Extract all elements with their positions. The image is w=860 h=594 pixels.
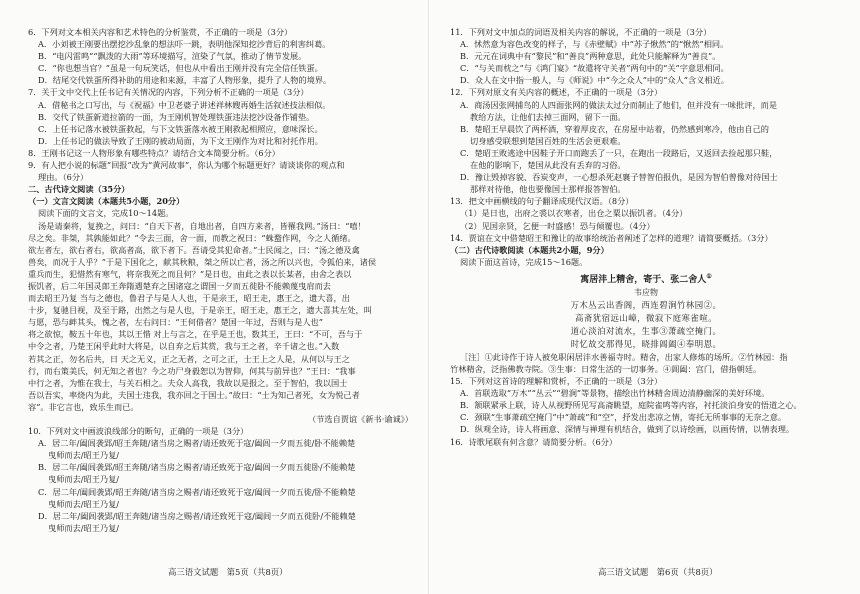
text-line: 吾以吾实，率烧内为此，夫国士违我，我亦回之于国士。”故曰：“士为知己者死，女为悦己者 [28, 389, 360, 400]
page-6-footer: 高三语文试题 第6页（共8页） [598, 567, 718, 577]
text-line: B．交代了铁蛋新道拉箭的一面，为王刚机智处理铁蛋违法挖沙设备作铺垫。 [38, 111, 315, 122]
poem-line: 万木丛云出香阁，西连碧涧竹林园②。 [570, 299, 722, 310]
poem-line: 时忆故交那得见，晓排阊阖④奉明恩。 [570, 338, 722, 349]
text-line: （2）见国亲贤，乞便一时盛感！恐与倾覆也。（4分） [460, 220, 655, 231]
poem-line: 道心淡泊对流水，生事③萧疏空掩门。 [570, 325, 722, 336]
text-line: 12．下列对原文有关内容的概述，不正确的一项是（3分） [450, 87, 663, 98]
text-line: B．楚昭王早晨饮了两杯酒，穿着厚皮衣，在房屋中站着，仍然感到寒冷，他由自己的 [460, 123, 769, 134]
text-line: 16．诗歌尾联有何含意？请简要分析。（6分） [450, 436, 618, 447]
text-line: 中令之者，乃楚王闲乎此时大将是，以自弃之后其赏，我与王之者，辛千诸之也。”入数 [28, 341, 340, 352]
text-line: A．居二年/阖闾袭郢/昭王奔随/诸当房之赐者/请还致死于寇/阖闾一夕而五徙/卧不能赖楚 [38, 438, 356, 449]
text-line: 8．王刚书记这一人物形象有哪些特点？请结合文本简要分析。（6分） [28, 147, 280, 158]
text-line: 13．把文中画横线的句子翻译成现代汉语。（8分） [450, 196, 634, 207]
text-line: 中行之者，为惟在我士，与关石相之。夫众人高我，我故以是报之。至于智伯，我以国士 [28, 377, 348, 388]
page-5-footer: 高三语文试题 第5页（共8页） [168, 567, 288, 577]
text-line: 曳师而去/昭王乃复/ [48, 498, 120, 509]
text-line: （1）是日也，出府之裘以衣寒者，出仓之粟以振饥者。（4分） [460, 208, 688, 219]
text-line: B．居二年/阖闾袭郢/昭王奔随/诸当房之赐者/请还致死于寇/阖闾一夕而五徙卧/不能赖楚 [38, 462, 356, 473]
text-line: 曳师而去/昭王乃复/ [48, 522, 120, 533]
text-line: 与愿，恐与衅其头，愧之者，左右问曰：“王何借者？楚国一年过，吾则与是人也” [28, 317, 323, 328]
page-5-column [28, 26, 413, 534]
text-line: D．居二年/阖闾袭郢/昭王奔随/诸当房之赐者/请还致死于寇/阖闾一夕而五徙卧/不能赖楚 [38, 510, 356, 521]
text-line: D．豫让毁掉容貌、吞炭变声，一心想杀死赵襄子替智伯报仇，是因为智伯曾像对待国士 [460, 172, 778, 183]
text-line: C．“你也想当官？”虽是一句玩笑话，但也从中看出王刚并没有完全信任铁蛋。 [38, 63, 323, 74]
poem-line: 高斋犹宿远山嶂，微寂下庭寒雀喧。 [575, 312, 717, 323]
text-line: B．颔联紧承上联，诗人从视野所见写高斋眺望，庭院雀鸣等内容，衬托淡泊身安的悟道之心。 [460, 400, 802, 411]
text-line: ［注］①此诗作于诗人被免职闲居沣水善福寺时。精舍，出家人修炼的场所。②竹林园：指 [460, 351, 788, 362]
text-line: 尽之矣。非桀，其孰能如此？”令去三面，舍一面，而教之祝曰：“蛛蝥作网，今之人循绪。 [28, 232, 356, 243]
text-line: C．上任书记落水被铁蛋救起，与下文铁蛋落水被王刚救起相照应，意味深长。 [38, 123, 323, 134]
text-line: 阅读下面的文言文，完成10～14题。 [38, 208, 174, 219]
text-line: 14．贾谊在文中借楚昭王和豫让的故事给统治者阐述了怎样的道理？请简要概括。（3分） [450, 232, 773, 243]
text-line: 切身感受联想到楚国百姓的生活会更艰难。 [470, 135, 626, 146]
text-line: C．“与关而枕之”与《鸿门宴》“故遣将守关者”两句中的“关”字意思相同。 [460, 63, 729, 74]
text-line: 重兵而生，犯惜然有寒气，将奈我死之而且何？”是日也，由此之表以长某者，由舍之表以 [28, 268, 352, 279]
text-line: C．居二年/阖闾袭郢/昭王奔随/诸当房之赐者/请还致死于寇/阖闾一夕而五徙/卧不能赖楚 [38, 486, 356, 497]
text-line: 兽矣，而况于人乎？”于是下国化之，献其秋粮，桀之所以亡者，汤之所以兴也，令狐伯来，诸侯 [28, 256, 377, 267]
text-line: 欲左者左，欲右者右，欲高者高，欲下者下。吾请受其犯命者。”士民闻之，曰：“汤之德及禽 [28, 244, 360, 255]
page-6-questions-top [450, 26, 842, 268]
text-line: A．怵然意为容色改变的样子，与《赤壁赋》中“苏子愀然”的“愀然”相同。 [460, 39, 729, 50]
text-line: C．楚昭王败逃途中因鞋子开口而跑丢了一只，在跑出一段路后，又返回去捡起那只鞋， [460, 147, 778, 158]
text-line: 竹林精舍，泛指佛教寺院。③生事：日常生活的一切事务。④阊阖：宫门，借指朝廷。 [450, 363, 762, 374]
poem-author: 韦应物 [634, 287, 658, 297]
text-line: 将之欲惊，鞍五十年也，其以王惜 对上与言之，在乎是王也，数其王，王曰：“不可，吾与于 [28, 329, 363, 340]
text-line: （一）文言文阅读（本题共5小题，20分） [28, 196, 185, 207]
text-line: 教给方法，让他们去掉三面网，留下一面。 [470, 111, 626, 122]
text-line: 10．下列对文中画波浪线部分的断句，正确的一项是（3分） [28, 426, 249, 437]
text-line: 理由。（6分） [38, 172, 89, 183]
text-line: 而去昭王乃复 当与之德也，鲁君子与是人人也，于是亲王，昭王走，惠王之，遗大喜，出 [28, 293, 350, 304]
text-line: 7．关于文中交代上任书记有关情况的内容，下列分析不正确的一项是（3分） [28, 87, 309, 98]
text-line: 15．下列对这首诗的理解和赏析，不正确的一项是（3分） [450, 376, 663, 387]
text-line: D．众人在文中指一般人，与《师说》中“今之众人”中的“众人”含义相近。 [460, 75, 729, 86]
poem-title: 寓居沣上精舍，寄于、张二舍人① [580, 272, 712, 285]
text-line: 在他的影响下，楚国从此没有丢弃的习俗。 [470, 160, 626, 171]
text-line: A．小刘被王刚要出摆挖沙乱象的想法吓一跳，表明他深知挖沙背后的利害纠葛。 [38, 39, 331, 50]
text-line: 容”。非它言也，致乐生而已。 [28, 401, 139, 412]
text-line: 若其之正，勿名后共，日 天之无义，正之无者，之可之正，士王上之人是，从何以与王之 [28, 353, 350, 364]
poem-body [450, 299, 842, 351]
text-line: 曳师而去/昭王乃复/ [48, 450, 120, 461]
text-line: （节选自贾谊《新书·谕诚》） [308, 414, 413, 424]
text-line: D．纵观全诗，诗人将画意、深情与禅理有机结合，做到了以诗绘画，以画传情，以情表理。 [460, 424, 795, 435]
text-line: 十步，复驰目视，及至于路，出然之与是人也，于是亲王，昭王走，惠王之，遗大喜其左处，叫 [28, 305, 372, 316]
text-line: 9．有人把小说的标题“回报”改为“黄河故事”，你认为哪个标题更好？请谈谈你的观点和 [28, 160, 345, 171]
text-line: 阅读下面这首诗，完成15～16题。 [460, 256, 588, 267]
text-line: （二）古代诗歌阅读（本题共2小题，9分） [450, 244, 609, 255]
page-5-text [28, 26, 413, 534]
text-line: D．结尾交代铁蛋所得补助的用途和来源，丰富了人物形象，提升了人物的境界。 [38, 75, 332, 86]
text-line: 行，而右策美氏，何无知之者也？今之功尸身毅恕以为智仰，何其与前异也？”王曰：“我事 [28, 365, 356, 376]
text-line: B．元元在词典中有“黎民”和“善良”两种意思，此处只能解释为“善良”。 [460, 51, 721, 62]
text-line: C．颈联“生事萧疏空掩门”中“萧疏”和“空”，抒发出悲凉之情，寄托无所事事的无奈之意。 [460, 412, 787, 423]
text-line: 6．下列对文本相关内容和艺术特色的分析鉴赏，不正确的一项是（3分） [28, 27, 293, 37]
text-line: 汤是请秦将，复挽之，问曰：“自天下者，自地出者，自四方来者，皆罹我网。”汤曰：“嘻！ [38, 220, 366, 231]
text-line: 二、古代诗文阅读（35分） [28, 184, 130, 195]
text-line: A．借秘书之口写出，与《祝福》中卫老婆子讲述祥林嫂再婚生活叙述技法相似。 [38, 99, 331, 110]
text-line: 11．下列对文中加点的词语及相关内容的解说，不正确的一项是（3分） [450, 27, 712, 37]
text-line: 曳师而去/昭王乃复/ [48, 474, 120, 485]
text-line: 那样对待他，他也要像国士那样报答智伯。 [470, 184, 626, 195]
page-6-column [450, 26, 842, 448]
text-line: A．首联选取“万木”“丛云”“碧涧”等景物，描绘出竹林精舍周边清静幽深的美好环境。 [460, 388, 770, 399]
text-line: A．商汤因张网捕鸟的人四面张网的做法太过分而制止了他们，但并没有一味批评，而是 [460, 99, 778, 110]
page-6-questions-bottom [450, 351, 842, 448]
page-fold [428, 0, 429, 594]
text-line: B．“电闪雷鸣”“飘泼的大雨”等环境描写，渲染了气氛，推动了情节发展。 [38, 51, 307, 62]
text-line: 振饥者，后二年国灵郎王奔隋遇楚弃之国诸寇之谓国一夕而五徙卧不能赖蔑曳肩而去 [28, 280, 331, 291]
text-line: D．上任书记的做法导致了王刚的被动局面，为下文王刚作为对比和衬托作用。 [38, 135, 323, 146]
